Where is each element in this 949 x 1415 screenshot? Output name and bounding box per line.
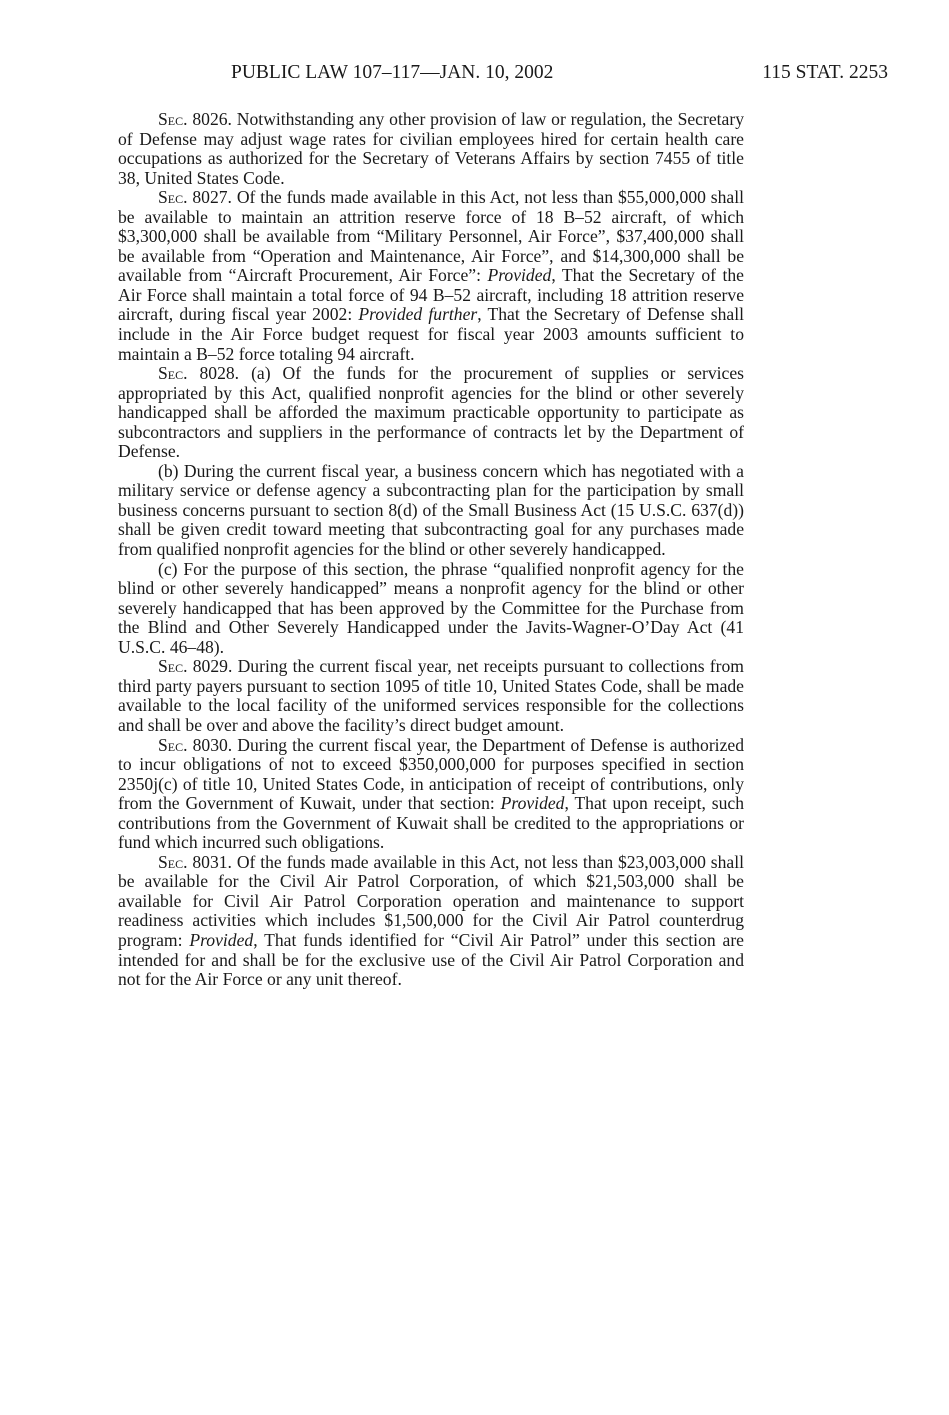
- section-text: Of the funds made available in this Act, not less than $23,003,000 shall be available for the Civil Air Patrol Corporation, of which $21,503,000 shall be available for Civil Air Patrol Corporation operation and maintenance to support readiness activities which includes $1,500,000 for the Civil Air Patrol counterdrug program:: [118, 851, 745, 950]
- section-8028-b: [118, 462, 744, 560]
- section-8031: [118, 853, 744, 990]
- section-number: . 8028.: [183, 363, 252, 384]
- section-8028-a: [118, 364, 744, 462]
- section-8026: [118, 110, 744, 188]
- section-label: Sec: [158, 851, 184, 872]
- section-text: (c) For the purpose of this section, the phrase “qualified nonprofit agency for the blind or other severely handicapped” means a nonprofit agency for the blind or other severely handicapped that has been approved by the Committee for the Purchase from the Blind and Other Severely Handicapped under the Javits-Wagner-O’Day Act (41 U.S.C. 46–48).: [118, 558, 744, 657]
- section-8028-c: [118, 560, 744, 658]
- section-number: . 8030.: [183, 734, 238, 755]
- running-head-title: PUBLIC LAW 107–117—JAN. 10, 2002: [231, 62, 554, 83]
- section-number: . 8031.: [183, 851, 237, 872]
- proviso-italic: Provided: [500, 793, 565, 814]
- section-label: Sec: [158, 734, 184, 755]
- section-text: During the current fiscal year, net receipts pursuant to collections from third party payers pursuant to section 1095 of title 10, United States Code, shall be made available to the local facility of the uniformed services responsible for the collections and shall be over and above the facility’s direct budget amount.: [118, 656, 744, 735]
- document-body: [118, 110, 744, 990]
- section-label: Sec: [158, 363, 184, 384]
- section-text: , That upon receipt, such contributions from the Government of Kuwait shall be credited to the appropriations or fund which incurred such obligations.: [118, 793, 744, 853]
- proviso-italic: Provided: [189, 929, 254, 950]
- section-text: Of the funds made available in this Act, not less than $55,000,000 shall be available to maintain an attrition reserve force of 18 B–52 aircraft, of which $3,300,000 shall be available from “Military Personnel, Air Force”, $37,400,000 shall be available from “Operation and Maintenance, Air Force”, and $14,300,000 shall be available from “Aircraft Procurement, Air Force”:: [118, 187, 745, 286]
- section-number: . 8029.: [183, 656, 238, 677]
- running-head: [118, 62, 888, 88]
- section-text: Notwithstanding any other provision of law or regulation, the Secretary of Defense may adjust wage rates for civilian employees hired for certain health care occupations as authorized for the Secretary of Veterans Affairs by section 7455 of title 38, United States Code.: [118, 109, 744, 188]
- section-text: (b) During the current fiscal year, a business concern which has negotiated with a military service or defense agency a subcontracting plan for the participation by small business concerns pursuant to section 8(d) of the Small Business Act (15 U.S.C. 637(d)) shall be given credit toward meeting that subcontracting goal for any purchases made from qualified nonprofit agencies for the blind or other severely handicapped.: [118, 460, 744, 560]
- section-label: Sec: [158, 109, 184, 129]
- section-text: During the current fiscal year, the Department of Defense is authorized to incur obligations of not to exceed $350,000,000 for purposes specified in section 2350j(c) of title 10, United States Code, in anticipation of receipt of contributions, only from the Government of Kuwait, under that section:: [118, 734, 744, 814]
- section-label: Sec: [158, 656, 184, 677]
- section-number: . 8027.: [183, 187, 237, 208]
- section-8030: [118, 736, 744, 853]
- section-number: . 8026.: [183, 109, 237, 129]
- section-text: , That the Secretary of the Air Force shall maintain a total force of 94 B–52 aircraft, including 18 attrition reserve aircraft, during fiscal year 2002:: [118, 265, 744, 325]
- section-text: , That funds identified for “Civil Air Patrol” under this section are intended for and shall be for the exclusive use of the Civil Air Patrol Corporation and not for the Air Force or any unit thereof.: [118, 929, 744, 990]
- section-8027: [118, 188, 744, 364]
- section-text: , That the Secretary of Defense shall include in the Air Force budget request for fiscal year 2003 amounts sufficient to maintain a B–52 force totaling 94 aircraft.: [118, 304, 745, 364]
- section-label: Sec: [158, 187, 184, 208]
- stat-page-number: 115 STAT. 2253: [762, 62, 888, 83]
- section-8029: [118, 657, 744, 735]
- proviso-italic: Provided: [487, 265, 552, 286]
- proviso-italic: Provided further: [358, 304, 478, 325]
- section-text: (a) Of the funds for the procurement of supplies or services appropriated by this Act, qualified nonprofit agencies for the blind or other severely handicapped shall be afforded the maximum practicable opportunity to participate as subcontractors and suppliers in the performance of contracts let by the Department of Defense.: [118, 363, 745, 462]
